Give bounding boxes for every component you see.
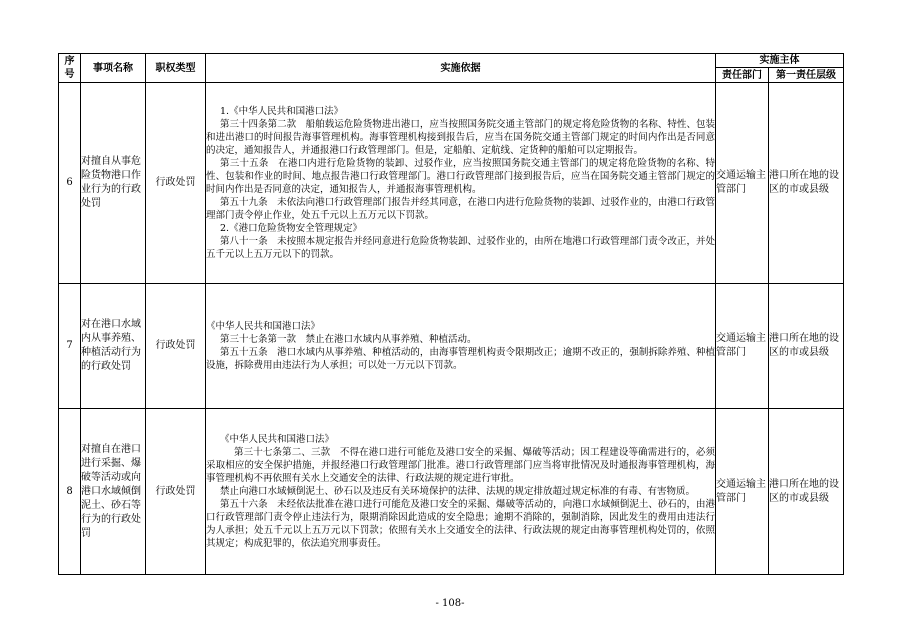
table-row bbox=[59, 284, 844, 409]
cell-authority-type: 行政处罚 bbox=[146, 83, 206, 284]
header-serial-number bbox=[59, 54, 81, 83]
legal-basis-paragraph: 《中华人民共和国港口法》 bbox=[206, 321, 321, 332]
cell-legal-basis bbox=[206, 83, 716, 284]
legal-basis-paragraph: 第五十九条 未依法向港口行政管理部门报告并经其同意，在港口内进行危险货物的装卸、过驳作业的，由港口行政管理部门责令停止作业，处五千元以上五万元以下罚款。 bbox=[206, 197, 715, 221]
cell-serial-number: 7 bbox=[59, 284, 81, 409]
cell-legal-basis bbox=[206, 284, 716, 409]
cell-item-name: 对擅自从事危险货物港口作业行为的行政处罚 bbox=[81, 83, 146, 284]
legal-basis-paragraph: 第五十五条 港口水域内从事养殖、种植活动的，由海事管理机构责令限期改正；逾期不改正的，强制拆除养殖、种植设施，拆除费用由违法行为人承担；可以处一万元以下罚款。 bbox=[206, 347, 715, 371]
legal-basis-paragraph: 第三十七条第一款 禁止在港口水域内从事养殖、种植活动。 bbox=[220, 334, 477, 345]
legal-basis-paragraph: 第三十四条第二款 船舶载运危险货物进出港口，应当按照国务院交通主管部门的规定将危险货物的名称、特性、包装和进出港口的时间报告海事管理机构。海事管理机构接到报告后，应当在国务院交通主管部门规定的时间内作出是否同意的决定，通知报告人，并通报港口行政管理部门。但是，定船舶、定航线、定货种的船舶可以定期报告。 bbox=[206, 119, 715, 156]
legal-basis-paragraph: 禁止向港口水域倾倒泥土、砂石以及违反有关环境保护的法律、法规的规定排放超过规定标准的有毒、有害物质。 bbox=[220, 486, 696, 497]
legal-basis-paragraph: 2.《港口危险货物安全管理规定》 bbox=[220, 223, 363, 234]
legal-basis-paragraph: 第八十一条 未按照本规定报告并经同意进行危险货物装卸、过驳作业的，由所在地港口行政管理部门责令改正，并处五千元以上五万元以下的罚款。 bbox=[206, 236, 715, 260]
header-row-top bbox=[59, 54, 844, 68]
header-item-name: 事项名称 bbox=[81, 54, 146, 83]
header-legal-basis: 实施依据 bbox=[206, 54, 716, 83]
cell-item-name: 对擅自在港口进行采掘、爆破等活动或向港口水域倾倒泥土、砂石等行为的行政处罚 bbox=[81, 409, 146, 575]
header-responsible-department: 责任部门 bbox=[716, 68, 769, 83]
table-row bbox=[59, 83, 844, 284]
cell-item-name: 对在港口水域内从事养殖、种植活动行为的行政处罚 bbox=[81, 284, 146, 409]
table-row bbox=[59, 409, 844, 575]
header-implementing-body: 实施主体 bbox=[716, 54, 844, 68]
cell-authority-type: 行政处罚 bbox=[146, 409, 206, 575]
cell-responsible-department: 交通运输主管部门 bbox=[716, 284, 769, 409]
cell-serial-number: 6 bbox=[59, 83, 81, 284]
cell-legal-basis bbox=[206, 409, 716, 575]
cell-responsible-department: 交通运输主管部门 bbox=[716, 409, 769, 575]
cell-responsible-department: 交通运输主管部门 bbox=[716, 83, 769, 284]
header-serial-number-label: 序号 bbox=[64, 56, 75, 80]
cell-responsibility-level: 港口所在地的设区的市或县级 bbox=[769, 284, 844, 409]
header-first-responsibility-level: 第一责任层级 bbox=[769, 68, 844, 83]
legal-basis-paragraph: 《中华人民共和国港口法》 bbox=[220, 434, 335, 445]
legal-basis-paragraph: 第三十七条第二、三款 不得在港口进行可能危及港口安全的采掘、爆破等活动；因工程建设等确需进行的，必须采取相应的安全保护措施，并报经港口行政管理部门批准。港口行政管理部门应当将审批情况及时通报海事管理机构，海事管理机构不再依照有关水上交通安全的法律、行政法规的规定进行审批。 bbox=[206, 447, 715, 484]
enforcement-items-table bbox=[58, 53, 844, 575]
cell-responsibility-level: 港口所在地的设区的市或县级 bbox=[769, 409, 844, 575]
legal-basis-paragraph: 第五十六条 未经依法批准在港口进行可能危及港口安全的采掘、爆破等活动的，向港口水域倾倒泥土、砂石的，由港口行政管理部门责令停止违法行为，限期消除因此造成的安全隐患；逾期不消除的，强制消除，因此发生的费用由违法行为人承担；处五千元以上五万元以下罚款；依照有关水上交通安全的法律、行政法规的规定由海事管理机构处罚的，依照其规定；构成犯罪的，依法追究刑事责任。 bbox=[206, 499, 715, 549]
cell-responsibility-level: 港口所在地的设区的市或县级 bbox=[769, 83, 844, 284]
legal-basis-paragraph: 1.《中华人民共和国港口法》 bbox=[220, 106, 344, 117]
legal-basis-paragraph: 第三十五条 在港口内进行危险货物的装卸、过驳作业，应当按照国务院交通主管部门的规定将危险货物的名称、特性、包装和作业的时间、地点报告港口行政管理部门。港口行政管理部门接到报告后，应当在国务院交通主管部门规定的时间内作出是否同意的决定，通知报告人，并通报海事管理机构。 bbox=[206, 158, 715, 195]
cell-serial-number: 8 bbox=[59, 409, 81, 575]
header-authority-type: 职权类型 bbox=[146, 54, 206, 83]
cell-authority-type: 行政处罚 bbox=[146, 284, 206, 409]
page-number: - 108- bbox=[435, 598, 465, 609]
